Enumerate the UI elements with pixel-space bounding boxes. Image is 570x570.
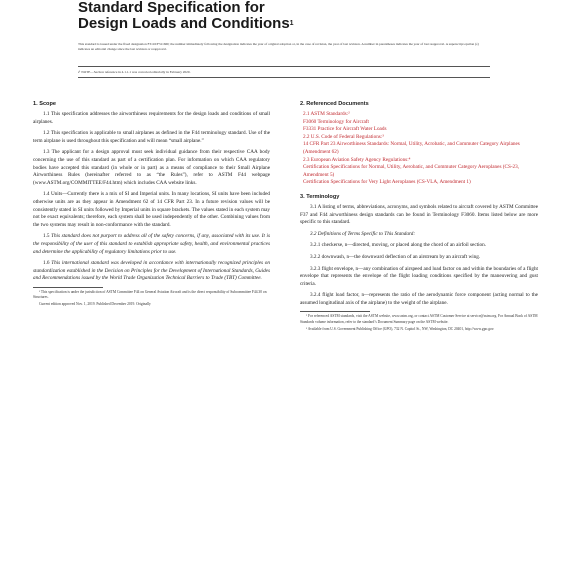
para-label: 1.5 bbox=[43, 233, 50, 240]
footnote-divider bbox=[33, 287, 103, 288]
referenced-doc-f3331[interactable]: F3331 Practice for Aircraft Water Loads bbox=[303, 126, 387, 133]
para-text: This specification is applicable to small airplanes as defined in the F44 terminology standard. Use of the term airplane is used throughout this specification and will mean “small airplane.” bbox=[33, 130, 270, 144]
scope-paragraph-1-2 bbox=[33, 130, 270, 145]
designation-notice: This standard is issued under the fixed designation F3116/F3116M; the number immediately following the designation indicates the year of original adoption or, in the case of revision, the year of last revision. A number in parentheses indicates the year of last reapproval. A superscript epsilon (ε) indicates an editorial change since the last revision or reapproval. bbox=[78, 42, 479, 51]
notice-divider bbox=[78, 66, 490, 67]
scope-paragraph-1-5 bbox=[33, 233, 270, 256]
para-label: 1.4 bbox=[43, 191, 50, 198]
terminology-3-1: 3.1 A listing of terms, abbreviations, acronyms, and symbols related to aircraft covered by ASTM Committee F37 and F44 airworthiness design standards can be found in Terminology F3060. Items listed below are more specific to this standard. bbox=[300, 203, 538, 226]
para-text: This specification addresses the airworthiness requirements for the design loads and conditions of small airplanes. bbox=[33, 111, 270, 125]
para-label: 1.1 bbox=[43, 111, 50, 117]
footnote-1: ¹ This specification is under the jurisdiction of ASTM Committee F44 on General Aviation Aircraft and is the direct responsibility of Subcommittee F44.30 on Structures. bbox=[33, 289, 267, 300]
terminology-3-2-2: 3.2.2 downwash, n—the downward deflection of an airstream by an aircraft wing. bbox=[310, 253, 481, 260]
section-heading-terminology: 3. Terminology bbox=[300, 193, 340, 200]
footnote-3: ³ Available from U.S. Government Publishing Office (GPO), 732 N. Capitol St., NW, Washington, DC 20401, http://www.gpo.gov. bbox=[306, 326, 495, 331]
referenced-doc-easa-heading[interactable]: 2.3 European Aviation Safety Agency Regulations:⁴ bbox=[303, 156, 411, 163]
para-text: This international standard was developed in accordance with internationally recognized principles on standardization established in the Decision on Principles for the Development of International Standards, Guides and Recommendations issued by the World Trade Organization Technical Barriers to Trade (TBT) Committee. bbox=[33, 260, 270, 282]
title-footnote-mark: 1 bbox=[289, 20, 294, 27]
para-label: 1.3 bbox=[43, 149, 50, 156]
left-column bbox=[33, 100, 270, 309]
para-label: 1.6 bbox=[43, 260, 50, 267]
referenced-doc-cs23[interactable]: Certification Specifications for Normal, Utility, Aerobatic, and Commuter Category Aeroplanes (CS-23, Amendment 5) bbox=[303, 164, 520, 178]
terminology-3-2-1: 3.2.1 checkerse, n—directed, moving, or placed along the chord of an airfoil section. bbox=[310, 242, 487, 249]
referenced-doc-cfr-heading[interactable]: 2.2 U.S. Code of Federal Regulations:³ bbox=[303, 133, 384, 140]
editorial-note: ε¹ NOTE—Section reference in 4.1.1.1 was corrected editorially in February 2020. bbox=[78, 70, 191, 74]
terminology-3-2-4: 3.2.4 flight load factor, n—represents the ratio of the aerodynamic force component (acting normal to the assumed longitudinal axis of the airplane) to the weight of the airplane. bbox=[300, 292, 538, 306]
section-heading-scope: 1. Scope bbox=[33, 101, 57, 107]
para-label: 1.2 bbox=[43, 130, 50, 137]
para-text: This standard does not purport to address all of the safety concerns, if any, associated with its use. It is the responsibility of the user of this standard to establish appropriate safety, health, and environmental practices and determine the applicability of regulatory limitations prior to use. bbox=[33, 233, 270, 255]
scope-paragraph-1-6 bbox=[33, 260, 270, 283]
referenced-doc-f3060[interactable]: F3060 Terminology for Aircraft bbox=[303, 118, 369, 125]
para-text: Units—Currently there is a mix of SI and Imperial units. In many locations, SI units have been included otherwise units are as they appear in Amendment 62 of 14 CFR Part 23. In a future revision values will be consistently stated in SI units followed by Imperial units in square brackets. The values stated in each system may not be exact equivalents; therefore, each system shall be used independently of the other. Combining values from the two systems may result in non-conformance with the standard. bbox=[33, 191, 270, 228]
footnote-edition: Current edition approved Nov. 1, 2019. Published December 2019. Originally bbox=[39, 302, 151, 307]
right-column bbox=[300, 100, 538, 334]
footnote-2: ² For referenced ASTM standards, visit the ASTM website, www.astm.org, or contact ASTM Customer Service at service@astm.org. For Annual Book of ASTM Standards volume information, refer to the standard’s Document Summary page on the ASTM website. bbox=[300, 314, 538, 324]
terminology-3-2: 3.2 Definitions of Terms Specific to This Standard: bbox=[310, 230, 416, 237]
para-text: The applicant for a design approval must seek individual guidance from their respective CAA body concerning the use of this standard as part of a certification plan. For information on which CAA regulatory bodies have accepted this standard (in whole or in part) as a means of compliance to their Small Airplane Airworthiness Rules (hereinafter referred to as “the Rules”), refer to ASTM F44 webpage (www.ASTM.org/COMMITTEE/F44.htm) which includes CAA website links. bbox=[33, 149, 271, 186]
document-title bbox=[78, 0, 538, 32]
scope-paragraph-1-4 bbox=[33, 191, 270, 229]
title-line-2-text: Design Loads and Conditions bbox=[78, 15, 290, 32]
title-line-2 bbox=[78, 16, 538, 32]
section-heading-referenced-documents: 2. Referenced Documents bbox=[300, 101, 369, 107]
editorial-divider bbox=[78, 77, 490, 78]
scope-paragraph-1-1 bbox=[33, 111, 270, 126]
scope-paragraph-1-3 bbox=[33, 149, 270, 187]
referenced-doc-cs-vla[interactable]: Certification Specifications for Very Light Aeroplanes (CS-VLA, Amendment 1) bbox=[303, 179, 471, 186]
footnote-divider bbox=[300, 311, 370, 312]
referenced-doc-14cfr-part23[interactable]: 14 CFR Part 23 Airworthiness Standards: Normal, Utility, Acrobatic, and Commuter Category Airplanes (Amendment 62) bbox=[303, 141, 520, 155]
title-line-1: Standard Specification for bbox=[78, 0, 265, 16]
terminology-3-2-3: 3.2.3 flight envelope, n—any combination of airspeed and load factor on and within the boundaries of a flight envelope that represents the envelope of the flight loading conditions specified by the maneuvering and gust criteria. bbox=[300, 265, 538, 287]
referenced-doc-astm-standards[interactable]: 2.1 ASTM Standards:² bbox=[303, 111, 350, 117]
